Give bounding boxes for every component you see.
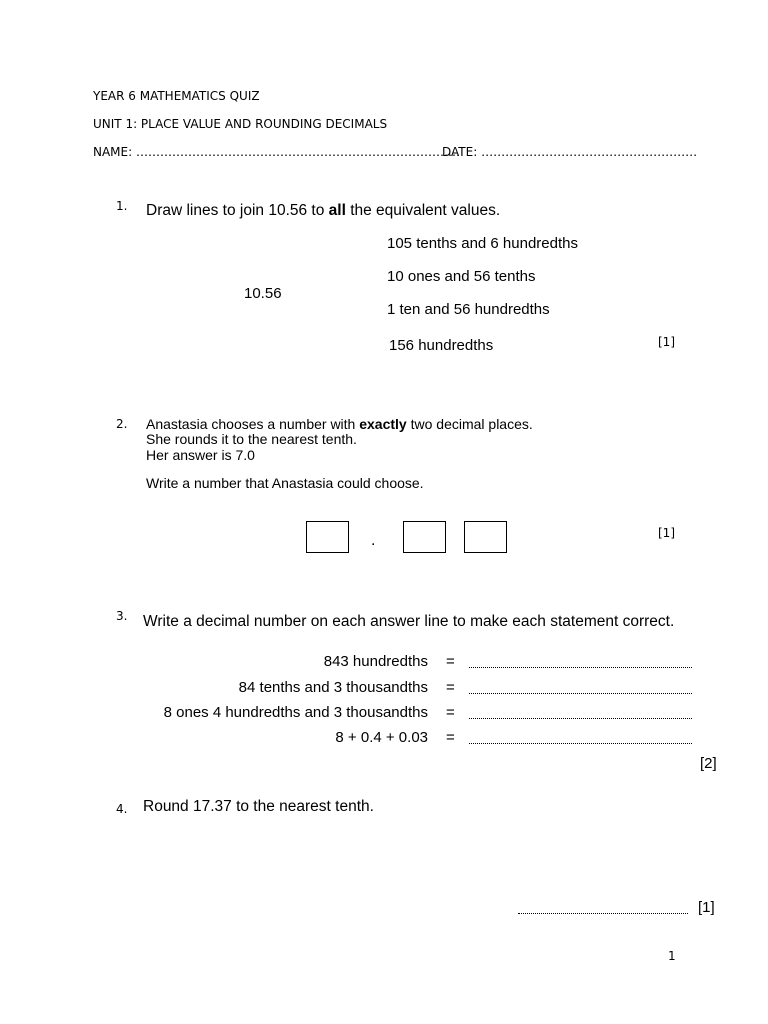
question-2-line-2: She rounds it to the nearest tenth. — [146, 431, 357, 447]
statement-label: 8 + 0.4 + 0.03 — [335, 729, 428, 746]
equals-sign: = — [446, 679, 455, 696]
equals-sign: = — [446, 704, 455, 721]
answer-box-ones[interactable] — [306, 521, 349, 553]
name-field-label: NAME: ……………………………………………………………………… — [93, 145, 460, 159]
question-2-line-1: Anastasia chooses a number with exactly two decimal places. — [146, 416, 533, 432]
statement-label: 8 ones 4 hundredths and 3 thousandths — [163, 704, 428, 721]
quiz-title: YEAR 6 MATHEMATICS QUIZ — [93, 89, 260, 103]
question-3-number: 3. — [116, 609, 128, 623]
question-2-number: 2. — [116, 417, 128, 431]
question-1-option[interactable]: 105 tenths and 6 hundredths — [387, 235, 578, 252]
question-4-marks: [1] — [698, 899, 715, 916]
question-2-marks: [1] — [658, 526, 675, 540]
answer-box-tenths[interactable] — [403, 521, 446, 553]
question-1-option[interactable]: 156 hundredths — [389, 337, 494, 354]
question-2-instruction: Write a number that Anastasia could choose. — [146, 475, 424, 491]
question-3-marks: [2] — [700, 755, 717, 772]
answer-line[interactable] — [518, 913, 688, 914]
equals-sign: = — [446, 653, 455, 670]
answer-line[interactable] — [469, 667, 692, 668]
statement-label: 84 tenths and 3 thousandths — [238, 679, 428, 696]
answer-box-hundredths[interactable] — [464, 521, 507, 553]
statement-label: 843 hundredths — [323, 653, 428, 670]
question-4-prompt: Round 17.37 to the nearest tenth. — [143, 798, 374, 815]
question-1-option[interactable]: 10 ones and 56 tenths — [387, 268, 536, 285]
answer-line[interactable] — [469, 743, 692, 744]
question-1-left-value: 10.56 — [244, 285, 282, 302]
answer-line[interactable] — [469, 693, 692, 694]
date-field-label: DATE: ……………………………………………… — [442, 145, 698, 159]
answer-line[interactable] — [469, 718, 692, 719]
decimal-point: . — [371, 532, 376, 549]
page-number: 1 — [668, 949, 676, 963]
question-1-number: 1. — [116, 199, 128, 213]
question-1-marks: [1] — [658, 335, 675, 349]
question-1-prompt: Draw lines to join 10.56 to all the equivalent values. — [146, 202, 501, 219]
question-2-line-3: Her answer is 7.0 — [146, 447, 255, 463]
question-3-prompt: Write a decimal number on each answer line to make each statement correct. — [143, 613, 675, 630]
question-4-number: 4. — [116, 802, 128, 816]
unit-title: UNIT 1: PLACE VALUE AND ROUNDING DECIMALS — [93, 117, 388, 131]
question-1-option[interactable]: 1 ten and 56 hundredths — [387, 301, 550, 318]
equals-sign: = — [446, 729, 455, 746]
